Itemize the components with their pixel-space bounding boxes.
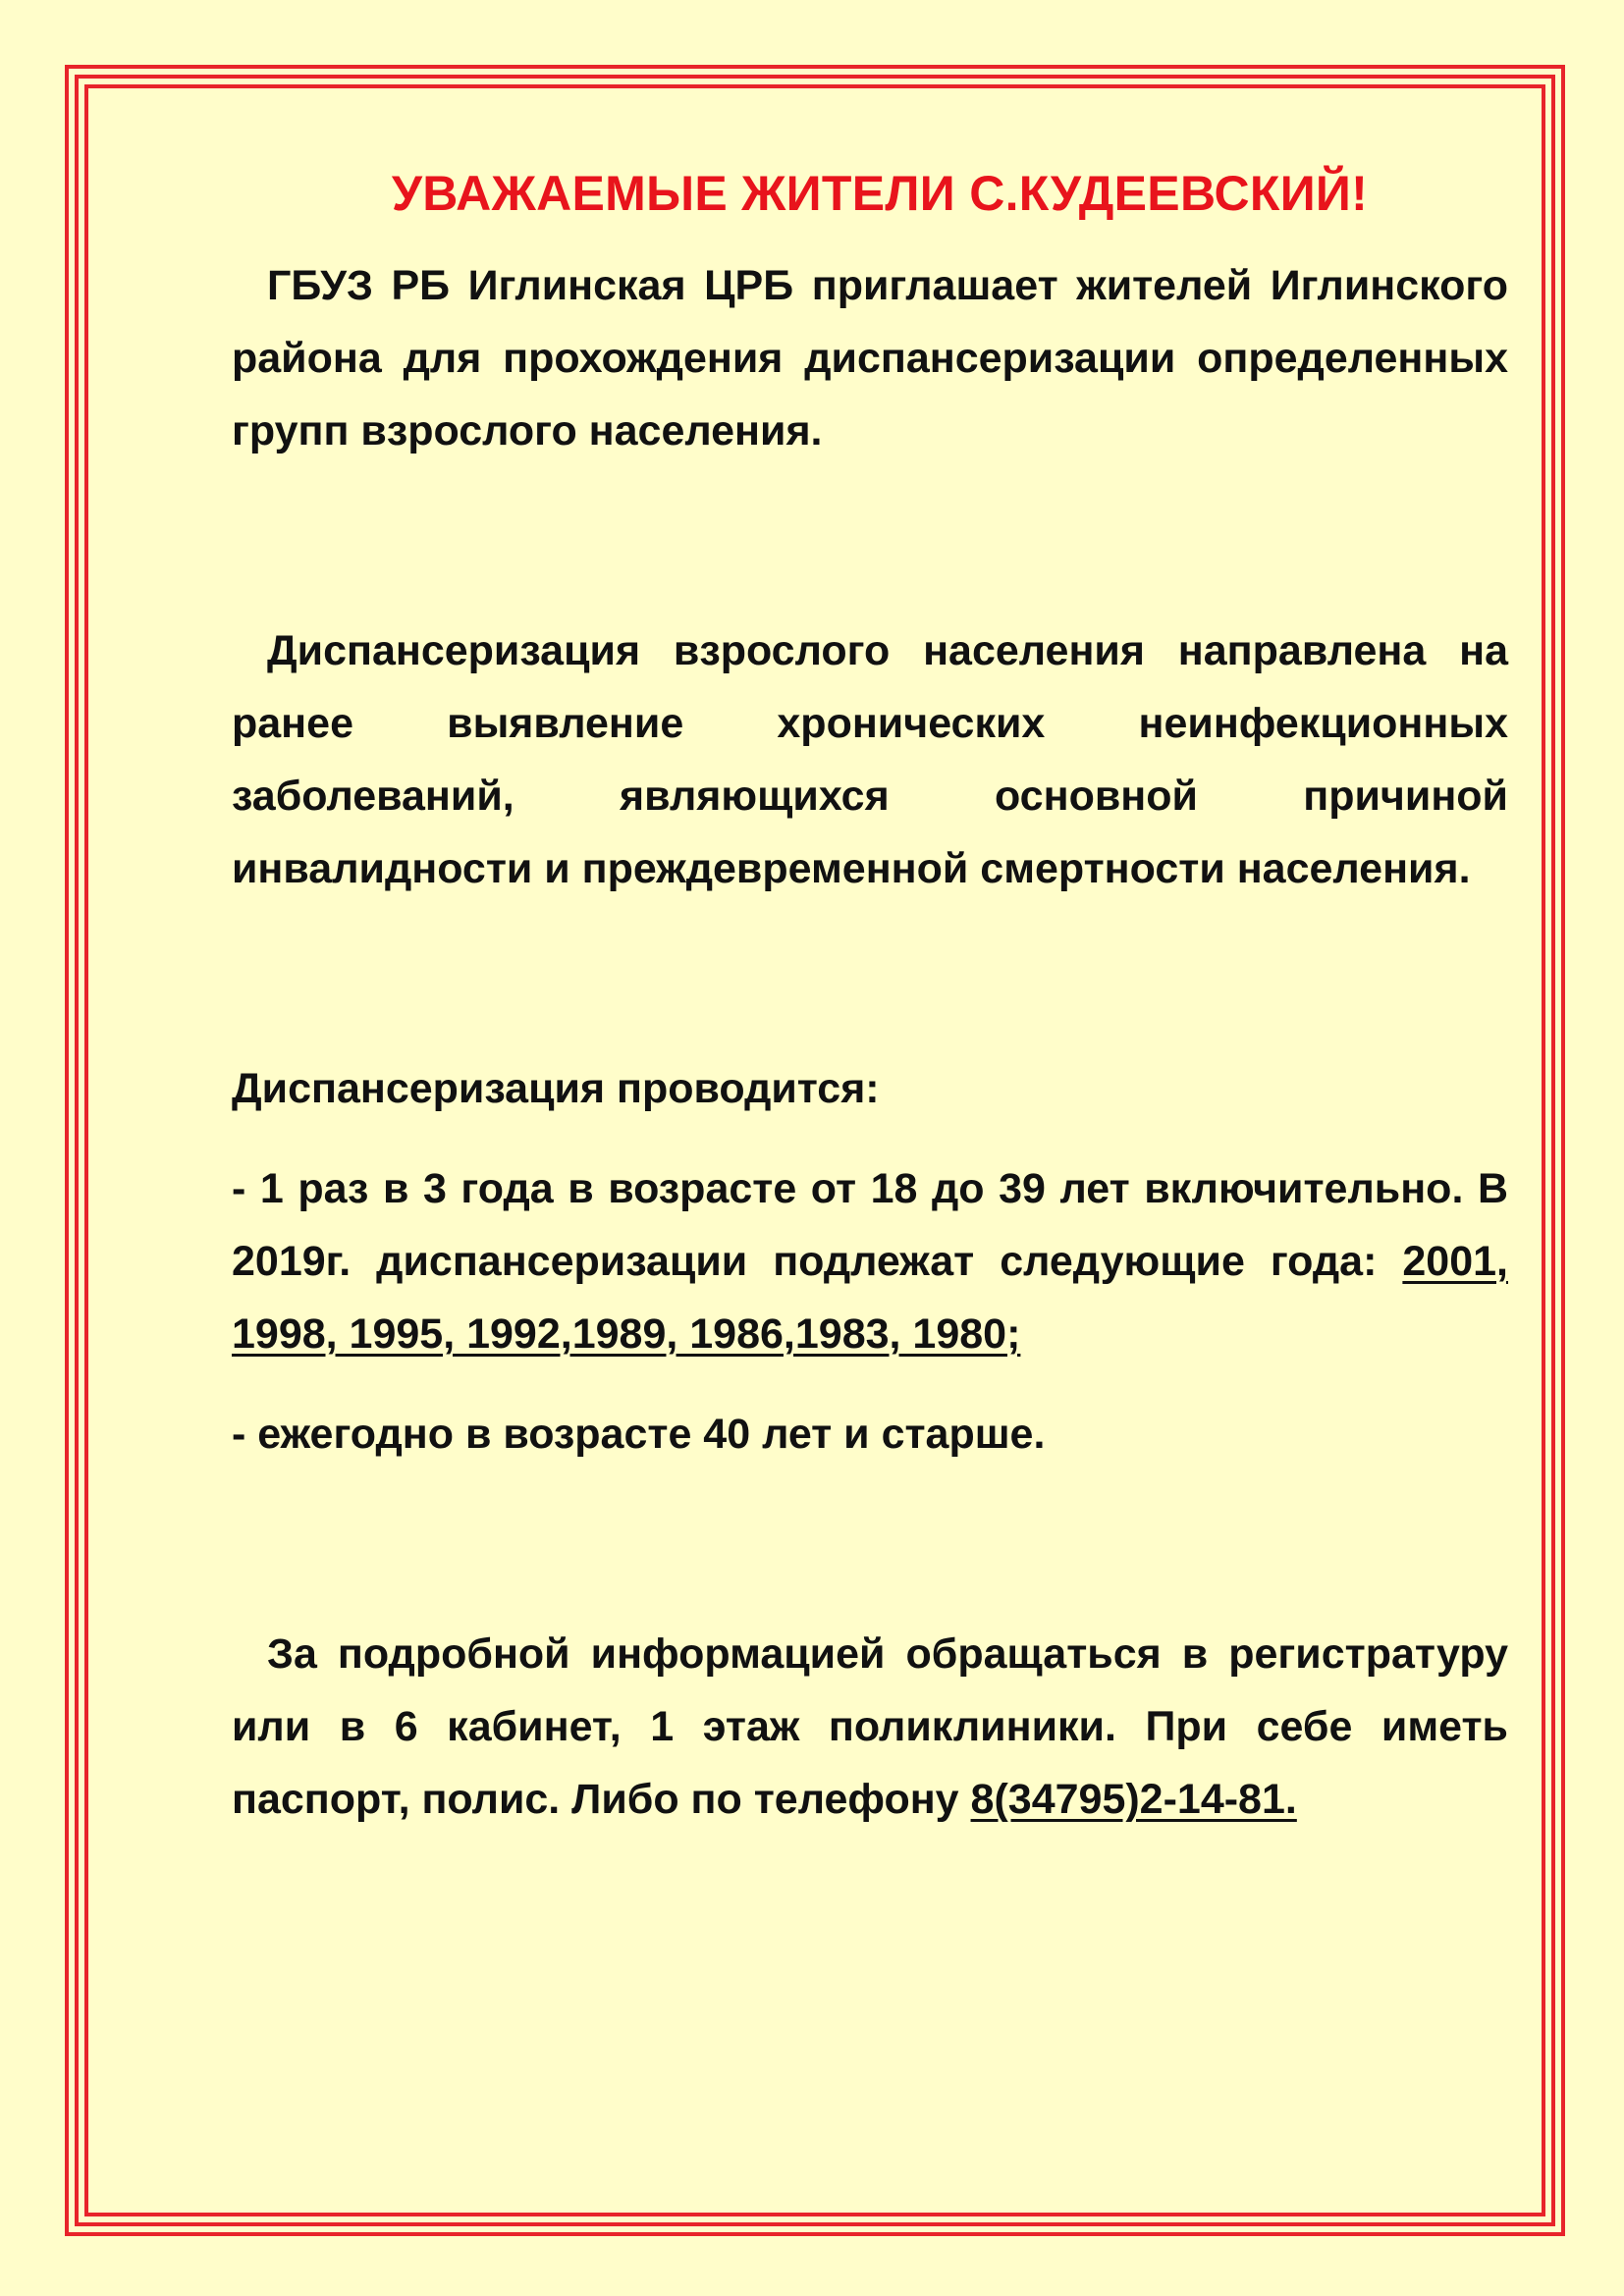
schedule-item-1 [232,1152,1508,1370]
notice-content [232,157,1508,1836]
schedule-heading: Диспансеризация проводится: [232,1065,880,1112]
purpose-paragraph: Диспансеризация взрослого населения направлена на ранее выявление хронических неинфекционных заболеваний, являющихся основной причиной инвалидности и преждевременной смертности населения. [232,627,1508,892]
schedule-item-2: - ежегодно в возрасте 40 лет и старше. [232,1411,1046,1458]
spacer [232,1370,1508,1398]
schedule-years: 2001, 1998, 1995, 1992,1989, 1986,1983, 1980; [232,1238,1508,1358]
spacer [232,1470,1508,1618]
schedule-item-1-text: - 1 раз в 3 года в возрасте от 18 до 39 лет включительно. В 2019г. диспансеризации подлежат следующие года: [232,1165,1508,1285]
contact-phone: 8(34795)2-14-81. [970,1776,1297,1823]
spacer [232,1125,1508,1152]
spacer [232,467,1508,614]
contact-text: За подробной информацией обращаться в регистратуру или в 6 кабинет, 1 этаж поликлиники. При себе иметь паспорт, полис. Либо по телефону [232,1630,1508,1823]
spacer [232,905,1508,1052]
intro-paragraph: ГБУЗ РБ Иглинская ЦРБ приглашает жителей Иглинского района для прохождения диспансеризации определенных групп взрослого населения. [232,262,1508,454]
contact-paragraph [232,1618,1508,1836]
notice-title: УВАЖАЕМЫЕ ЖИТЕЛИ С.КУДЕЕВСКИЙ! [391,166,1369,221]
